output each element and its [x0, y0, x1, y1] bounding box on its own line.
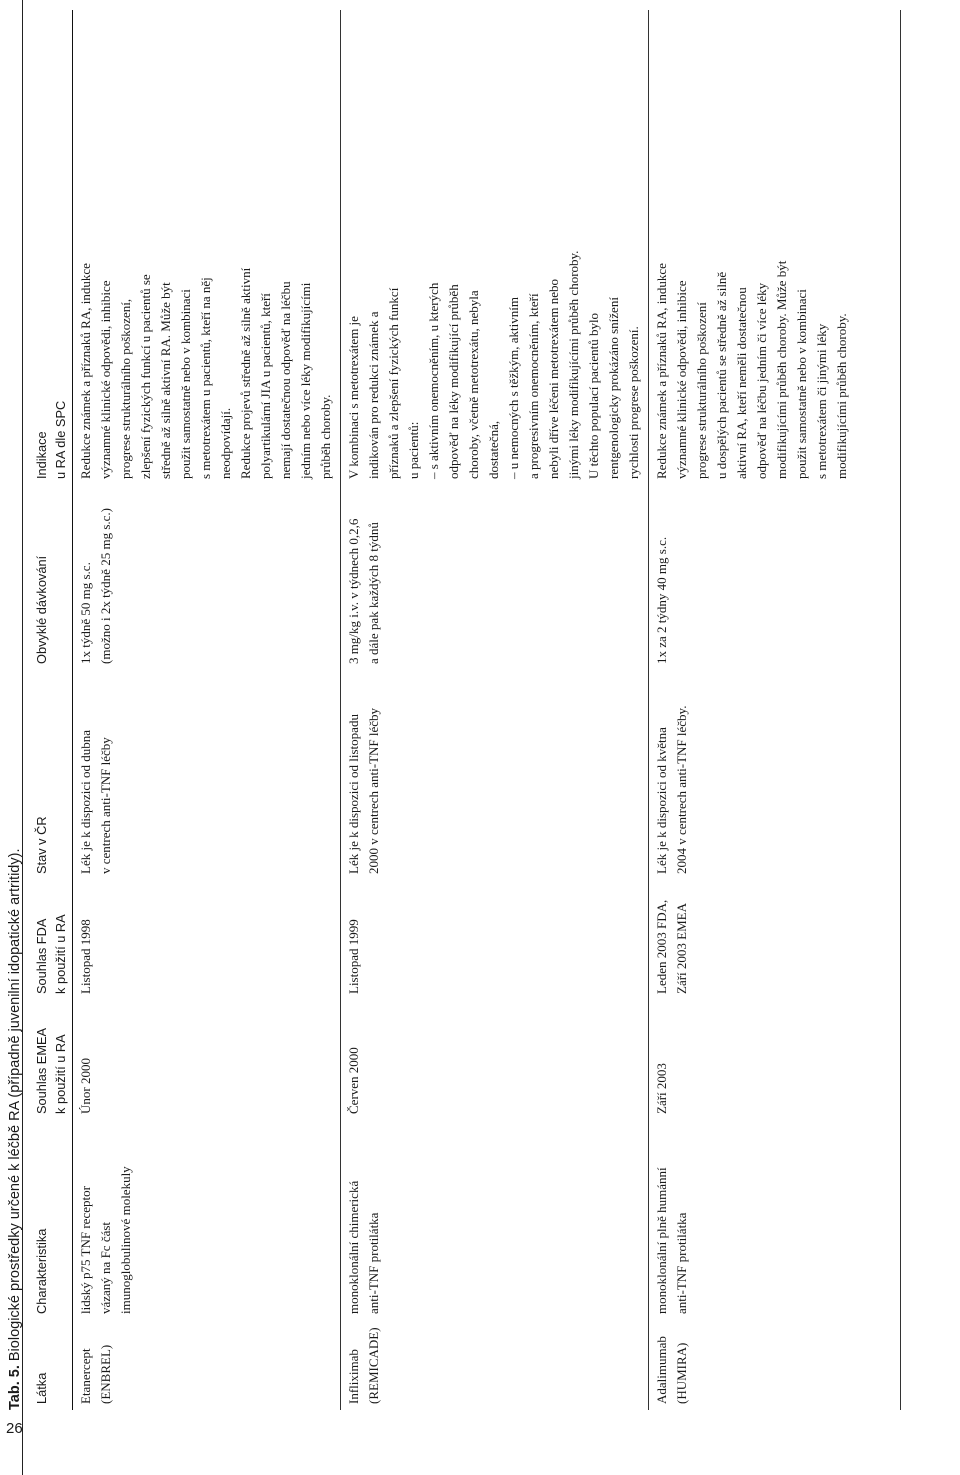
cell-line: Červen 2000: [346, 1047, 361, 1114]
cell-line: U těchto populací pacientů bylo: [586, 312, 601, 479]
cell-line: Únor 2000: [78, 1058, 93, 1114]
cell-line: průběh choroby.: [318, 394, 333, 479]
cell-line: a progresivním onemocněním, kteří: [526, 293, 541, 479]
cell-line: Lék je k dispozici od dubna: [78, 729, 93, 874]
cell-status-cz: [649, 670, 857, 880]
cell-indication: [649, 10, 857, 485]
cell-line: nemají dostatečnou odpověď na léčbu: [278, 281, 293, 479]
cell-indication: [341, 10, 649, 485]
cell-characteristics: [341, 1120, 649, 1320]
cell-line: 1x týdně 50 mg s.c.: [78, 562, 93, 664]
header-line: k použití u RA: [53, 1034, 68, 1114]
col-header-substance: [30, 1320, 73, 1410]
cell-characteristics: [649, 1120, 857, 1320]
caption-text: Biologické prostředky určené k léčbě RA (případně juvenilní idopatické artritidy).: [7, 848, 23, 1366]
header-line: k použití u RA: [53, 914, 68, 994]
cell-line: Lék je k dispozici od května: [654, 727, 669, 874]
cell-line: příznaků a zlepšení fyzických funkcí: [386, 287, 401, 479]
cell-substance: [73, 1320, 341, 1410]
cell-line: Září 2003 EMEA: [674, 903, 689, 994]
cell-line: (možno i 2x týdně 25 mg s.c.): [98, 508, 113, 664]
cell-line: anti-TNF protilátka: [674, 1212, 689, 1314]
cell-line: jedním nebo více léky modifikujícími: [298, 282, 313, 479]
cell-line: středně až silně aktivní RA. Může být: [158, 282, 173, 479]
cell-line: významné klinické odpovědi, inhibice: [98, 280, 113, 479]
cell-line: indikován pro redukci známek a: [366, 311, 381, 479]
cell-dosage: [73, 485, 341, 670]
cell-line: progrese strukturálního poškození: [694, 302, 709, 479]
cell-line: v centrech anti-TNF léčby: [98, 737, 113, 874]
cell-emea: [341, 1000, 649, 1120]
cell-line: – u nemocných s těžkým, aktivním: [506, 297, 521, 479]
cell-line: 2004 v centrech anti-TNF léčby.: [674, 705, 689, 874]
table-header-row: [30, 10, 73, 1410]
cell-indication: [73, 10, 341, 485]
cell-status-cz: [341, 670, 649, 880]
cell-line: Redukce projevů středně až silně aktivní: [238, 267, 253, 479]
cell-line: vázaný na Fc část: [98, 1221, 113, 1314]
cell-line: monoklonální chimerická: [346, 1180, 361, 1314]
cell-line: (REMICADE): [366, 1327, 381, 1404]
cell-line: použit samostatně nebo v kombinaci: [178, 289, 193, 479]
cell-line: dostatečná,: [486, 420, 501, 479]
cell-line: významné klinické odpovědi, inhibice: [674, 280, 689, 479]
cell-line: u dospělých pacientů se středně až silně: [714, 271, 729, 479]
table-caption: [0, 849, 30, 1410]
cell-line: V kombinaci s metotrexátem je: [346, 316, 361, 479]
cell-line: aktivní RA, kteří neměli dostatečnou: [734, 287, 749, 479]
table-bottom-rule: [900, 10, 901, 1410]
cell-line: Redukce známek a příznaků RA, indukce: [654, 263, 669, 479]
cell-line: nebyli dříve léčeni metotrexátem nebo: [546, 279, 561, 479]
cell-line: Listopad 1998: [78, 919, 93, 994]
cell-line: s metotrexátem či jinými léky: [814, 323, 829, 479]
biologics-table: [30, 10, 856, 1410]
header-line: u RA dle SPC: [53, 400, 68, 479]
header-line: Souhlas FDA: [34, 918, 49, 994]
col-header-emea: [30, 1000, 73, 1120]
cell-line: anti-TNF protilátka: [366, 1212, 381, 1314]
cell-line: odpověď na léky modifikující průběh: [446, 284, 461, 479]
cell-line: jinými léky modifikujícími průběh choroby.: [566, 250, 581, 479]
cell-line: lidský p75 TNF receptor: [78, 1186, 93, 1314]
table-row: [649, 10, 857, 1410]
cell-status-cz: [73, 670, 341, 880]
cell-line: rentgenologicky prokázáno snížení: [606, 297, 621, 479]
header-line: Látka: [34, 1372, 49, 1404]
cell-line: (ENBREL): [98, 1344, 113, 1404]
cell-line: zlepšení fyzických funkcí u pacientů se: [138, 274, 153, 479]
cell-line: Leden 2003 FDA,: [654, 899, 669, 994]
col-header-indication: [30, 10, 73, 485]
cell-line: Lék je k dispozici od listopadu: [346, 714, 361, 874]
page-number: 26: [6, 1420, 23, 1437]
cell-line: Infliximab: [346, 1349, 361, 1404]
cell-line: s metotrexátem u pacientů, kteří na něj: [198, 277, 213, 479]
caption-label: Tab. 5.: [7, 1365, 23, 1410]
cell-line: polyartikulární JIA u pacientů, kteří: [258, 293, 273, 479]
cell-line: Adalimumab: [654, 1336, 669, 1404]
cell-line: progrese strukturálního poškození,: [118, 298, 133, 479]
cell-line: – s aktivním onemocněním, u kterých: [426, 282, 441, 479]
cell-line: modifikujícími průběh choroby. Může být: [774, 260, 789, 479]
header-line: Stav v ČR: [34, 816, 49, 874]
cell-line: Září 2003: [654, 1063, 669, 1114]
cell-line: použit samostatně nebo v kombinaci: [794, 289, 809, 479]
header-line: Indikace: [34, 431, 49, 479]
cell-line: a dále pak každých 8 týdnů: [366, 522, 381, 664]
cell-line: rychlosti progrese poškození.: [626, 326, 641, 479]
col-header-characteristics: [30, 1120, 73, 1320]
table-row: [73, 10, 341, 1410]
cell-substance: [341, 1320, 649, 1410]
cell-line: modifikujícími průběh choroby.: [834, 313, 849, 479]
cell-line: Listopad 1999: [346, 919, 361, 994]
header-line: Charakteristika: [34, 1228, 49, 1314]
cell-line: 1x za 2 týdny 40 mg s.c.: [654, 536, 669, 664]
cell-emea: [73, 1000, 341, 1120]
cell-line: Redukce známek a příznaků RA, indukce: [78, 263, 93, 479]
col-header-fda: [30, 880, 73, 1000]
cell-line: neodpovídají.: [218, 407, 233, 479]
cell-fda: [73, 880, 341, 1000]
cell-fda: [341, 880, 649, 1000]
cell-line: u pacientů:: [406, 421, 421, 479]
cell-line: Etanercept: [78, 1348, 93, 1404]
cell-dosage: [341, 485, 649, 670]
cell-line: odpověď na léčbu jedním či více léky: [754, 282, 769, 479]
cell-line: choroby, včetně metotrexátu, nebyla: [466, 290, 481, 479]
cell-line: 3 mg/kg i.v. v týdnech 0,2,6: [346, 518, 361, 664]
cell-emea: [649, 1000, 857, 1120]
cell-dosage: [649, 485, 857, 670]
table-row: [341, 10, 649, 1410]
cell-line: 2000 v centrech anti-TNF léčby: [366, 707, 381, 874]
col-header-dosage: [30, 485, 73, 670]
cell-characteristics: [73, 1120, 341, 1320]
header-line: Obvyklé dávkování: [34, 555, 49, 664]
cell-line: monoklonální plně humánní: [654, 1167, 669, 1314]
col-header-status-cz: [30, 670, 73, 880]
cell-line: imunoglobulinové molekuly: [118, 1166, 133, 1314]
cell-substance: [649, 1320, 857, 1410]
cell-line: (HUMIRA): [674, 1342, 689, 1404]
header-line: Souhlas EMEA: [34, 1027, 49, 1114]
cell-fda: [649, 880, 857, 1000]
